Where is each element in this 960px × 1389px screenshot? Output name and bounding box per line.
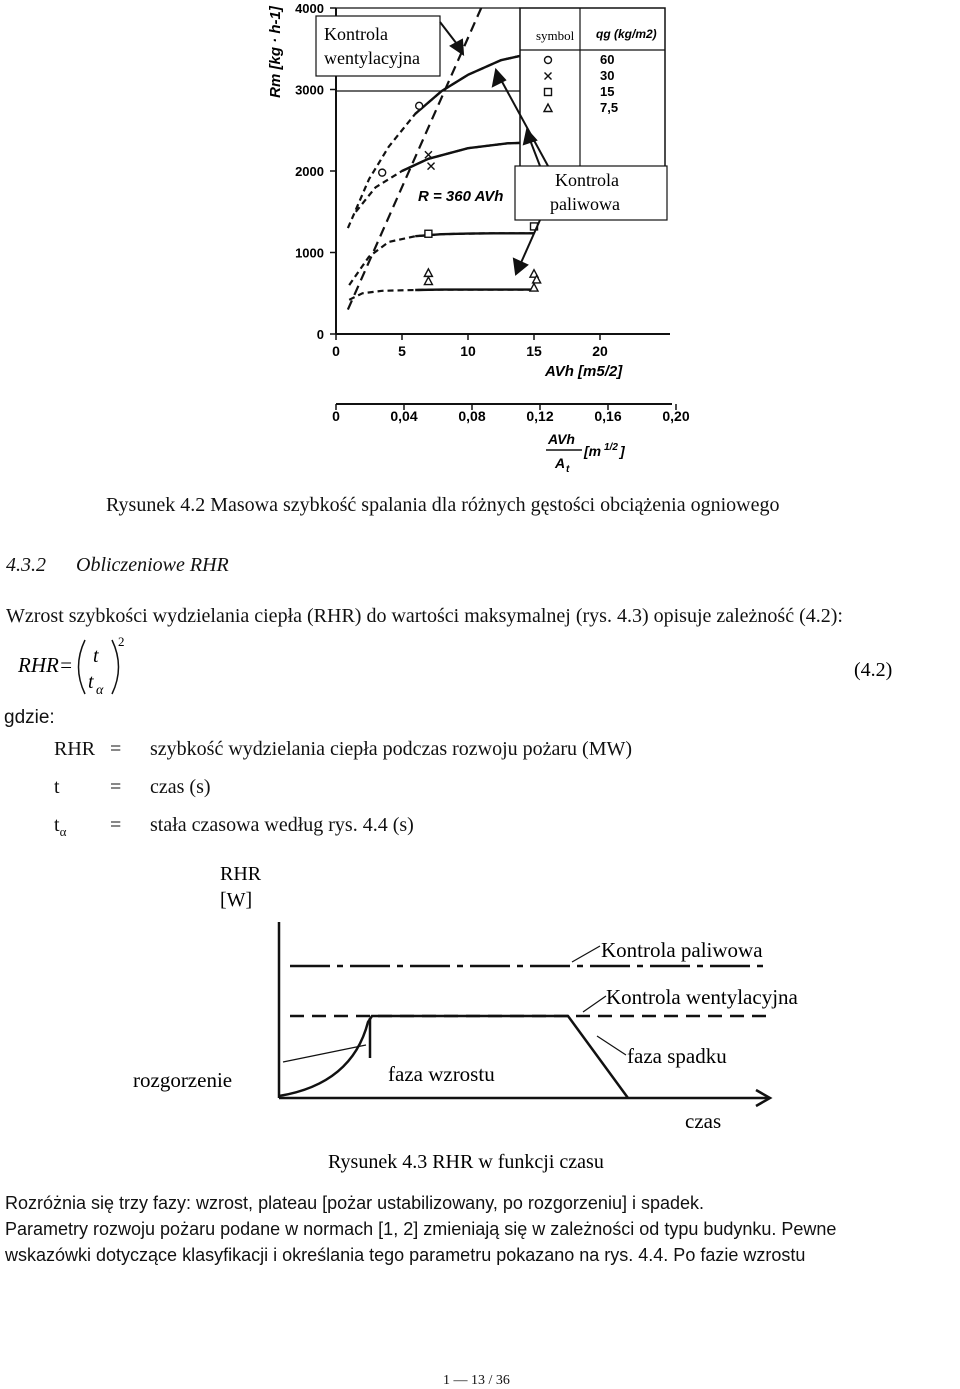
marker-x	[428, 163, 435, 170]
equation-lhs: RHR=	[18, 653, 73, 677]
legend-symbol	[545, 57, 552, 64]
paragraph-phases: Rozróżnia się trzy fazy: wzrost, plateau [pożar ustabilizowany, po rozgorzeniu] i spadek.	[5, 1193, 704, 1213]
x2-tick-label: 0,08	[458, 408, 486, 424]
legend-value: 60	[600, 52, 615, 67]
flashover-label: rozgorzenie	[133, 1068, 233, 1092]
fuel-control-label: Kontrola paliwowa	[601, 938, 763, 962]
figure-4-3-caption: Rysunek 4.3 RHR w funkcji czasu	[328, 1151, 604, 1173]
page-footer: 1 — 13 / 36	[443, 1373, 510, 1388]
formula-annotation: R = 360 AVh	[418, 188, 504, 205]
svg-text:t: t	[566, 464, 570, 475]
curve-7-5	[349, 290, 534, 300]
paragraph-params-line1: Parametry rozwoju pożaru podane w normach [1, 2] zmieniają się w zależności od typu budynku. Pewne	[5, 1219, 837, 1239]
callout-fuel	[515, 166, 667, 220]
y-axis-label: Rm [kg · h-1]	[267, 6, 284, 98]
fig3-y-label-1: RHR	[220, 863, 262, 885]
def-text: czas (s)	[150, 776, 211, 798]
section-title: Obliczeniowe RHR	[76, 554, 229, 576]
marker-circle	[379, 169, 386, 176]
marker-x	[425, 151, 432, 158]
equation-number: (4.2)	[854, 659, 893, 681]
equation-4-2	[0, 632, 960, 702]
svg-text:Kontrola: Kontrola	[555, 170, 619, 190]
def-row-talpha	[0, 814, 960, 842]
figure-4-2	[0, 0, 960, 480]
svg-text:AVh: AVh	[548, 431, 575, 447]
decay-phase-label: faza spadku	[627, 1044, 727, 1068]
growth-phase-label: faza wzrostu	[388, 1062, 495, 1086]
curve-15	[349, 233, 534, 285]
legend-value: 30	[600, 68, 615, 83]
svg-text:wentylacyjna: wentylacyjna	[324, 48, 420, 68]
x2-tick-label: 0,12	[526, 408, 554, 424]
legend-qg-header: qg (kg/m2)	[596, 27, 657, 41]
svg-text:Kontrola: Kontrola	[324, 24, 388, 44]
y-tick-label: 0	[316, 327, 324, 342]
svg-text:1/2: 1/2	[604, 442, 618, 453]
secondary-tick-labels	[332, 404, 690, 424]
def-symbol: RHR	[54, 738, 96, 760]
marker-circle	[416, 102, 423, 109]
marker-square	[425, 230, 432, 237]
secondary-axis-label	[546, 431, 626, 475]
paragraph-params-line2: wskazówki dotyczące klasyfikacji i określania tego parametru pokazano na rys. 4.4. Po fazie wzrostu	[5, 1245, 806, 1265]
figure-4-3	[0, 850, 960, 1190]
def-symbol: $t_\alpha$	[54, 814, 67, 839]
vent-control-label: Kontrola wentylacyjna	[606, 985, 798, 1009]
x-tick-label: 20	[592, 343, 608, 359]
svg-text:paliwowa: paliwowa	[550, 194, 620, 214]
legend-value: 7,5	[600, 100, 619, 115]
def-text: szybkość wydzielania ciepła podczas rozwoju pożaru (MW)	[150, 738, 633, 760]
def-row-rhr	[0, 738, 960, 766]
curve-solid-15	[415, 233, 534, 236]
def-eq: =	[110, 776, 122, 798]
section-heading	[6, 554, 229, 577]
def-row-t	[0, 776, 960, 804]
callout-vent	[316, 16, 440, 76]
x-tick-labels	[332, 334, 608, 359]
equation-exponent: 2	[118, 634, 125, 649]
def-symbol: t	[54, 776, 60, 798]
def-text: stała czasowa według rys. 4.4 (s)	[150, 814, 414, 836]
def-eq: =	[110, 738, 122, 760]
y-tick-label: 4000	[295, 1, 324, 16]
y-tick-label: 1000	[295, 245, 324, 261]
x-axis-label: AVh [m5/2]	[545, 363, 623, 380]
equation-numerator: t	[93, 645, 99, 667]
x-tick-label: 5	[398, 343, 406, 359]
legend-symbol-header: symbol	[536, 28, 575, 43]
legend-value: 15	[600, 84, 615, 99]
curve-solid-30	[402, 143, 534, 172]
def-eq: =	[110, 814, 122, 836]
x-tick-label: 10	[460, 343, 476, 359]
svg-text:A: A	[555, 455, 566, 471]
y-tick-label: 2000	[295, 164, 324, 179]
intro-paragraph: Wzrost szybkości wydzielania ciepła (RHR) do wartości maksymalnej (rys. 4.3) opisuje zależność (4.2):	[6, 605, 843, 627]
equation-den-sub: α	[96, 683, 104, 698]
svg-text:[m: [m	[584, 443, 602, 459]
x-tick-label: 0	[332, 343, 340, 359]
x2-tick-label: 0,04	[390, 408, 418, 424]
fig3-y-label-2: [W]	[220, 889, 253, 911]
time-label: czas	[685, 1109, 722, 1133]
x-tick-label: 15	[526, 343, 542, 359]
legend-symbol	[545, 89, 552, 96]
x2-tick-label: 0,20	[662, 408, 690, 424]
equation-den-base: t	[88, 671, 94, 693]
figure-4-2-caption: Rysunek 4.2 Masowa szybkość spalania dla różnych gęstości obciążenia ogniowego	[106, 494, 780, 516]
where-label: gdzie:	[4, 707, 55, 728]
x2-tick-label: 0,16	[594, 408, 622, 424]
marker-triangle	[424, 269, 432, 277]
marker-triangle	[530, 284, 538, 292]
marker-triangle	[424, 277, 432, 285]
x2-tick-label: 0	[332, 408, 340, 424]
y-tick-label: 3000	[295, 82, 324, 98]
svg-text:]: ]	[620, 443, 625, 459]
section-number: 4.3.2	[6, 554, 46, 576]
